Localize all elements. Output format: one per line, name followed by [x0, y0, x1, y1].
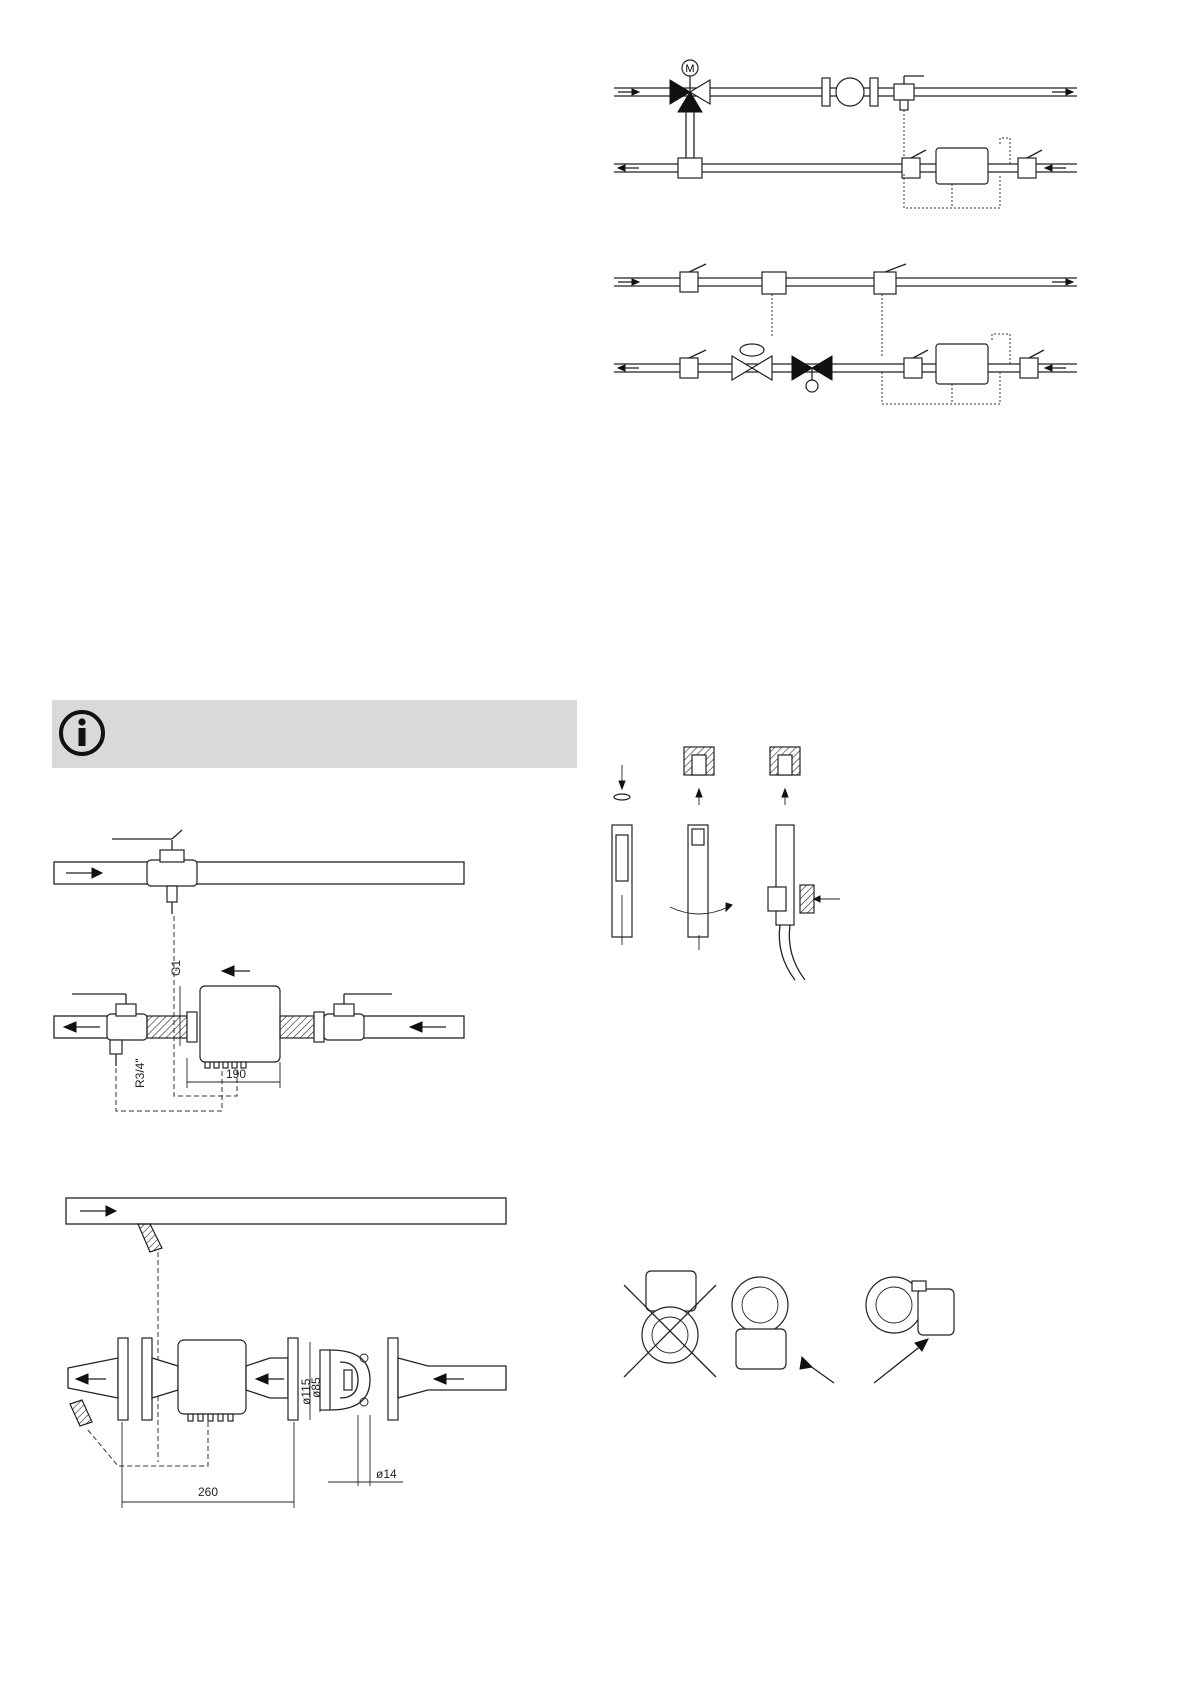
orientation-correct-side [866, 1277, 954, 1383]
dim-r34: R3/4" [133, 1058, 147, 1088]
step-3-connect [768, 747, 840, 980]
return-pipe-left [68, 1358, 118, 1398]
supply-pipe [54, 862, 464, 884]
info-icon [54, 702, 110, 764]
dim-190: 190 [225, 1067, 247, 1081]
return-pipe-right [398, 1358, 506, 1398]
motor-label: M [685, 63, 695, 75]
inline-installation-figure [52, 826, 482, 1126]
device-unit [200, 986, 280, 1062]
step-2-rotate [670, 747, 732, 950]
arrow-right-icon [1066, 89, 1073, 95]
ball-valve-icon [874, 264, 906, 294]
mounting-orientation-figure [612, 1265, 972, 1395]
dim-g1: G1 [169, 959, 183, 976]
check-valve-icon [792, 356, 832, 392]
flanged-installation-figure [58, 1190, 528, 1530]
step-1-insert-oring [612, 765, 632, 945]
nipple-fitting [147, 1016, 187, 1038]
flange [288, 1338, 298, 1420]
ball-valve-icon [894, 76, 924, 110]
motor-valve-icon [670, 60, 710, 112]
sensor-probe [138, 1224, 162, 1252]
info-note [52, 700, 577, 768]
flange-end-view [320, 1350, 370, 1410]
arrow-left-icon [618, 365, 625, 371]
dim-d14: ø14 [376, 1467, 397, 1481]
tee-fitting-icon [762, 272, 786, 294]
device-terminals [188, 1414, 233, 1421]
pump-icon [822, 78, 878, 106]
arrow-right-icon [1066, 279, 1073, 285]
orientation-wrong [624, 1271, 716, 1377]
schematic-mixing-circuit [612, 58, 1082, 223]
arrow-left-icon [618, 165, 625, 171]
probe-assembly-steps [600, 745, 860, 985]
tee-fitting-icon [678, 158, 702, 178]
supply-pipe [66, 1198, 506, 1224]
arrow-left-icon [222, 966, 234, 976]
flange [142, 1338, 152, 1420]
device-unit [178, 1340, 246, 1414]
flange [388, 1338, 398, 1420]
dim-d85: ø85 [309, 1377, 323, 1398]
orientation-correct-below [732, 1277, 834, 1383]
flange [118, 1338, 128, 1420]
dim-260: 260 [197, 1485, 219, 1499]
schematic-meter-circuit [612, 256, 1082, 416]
device-unit [936, 148, 988, 184]
sensor-probe [70, 1400, 92, 1426]
dim-d115: ø115 [299, 1378, 313, 1405]
device-unit [936, 344, 988, 384]
flow-meter-icon [732, 344, 772, 380]
